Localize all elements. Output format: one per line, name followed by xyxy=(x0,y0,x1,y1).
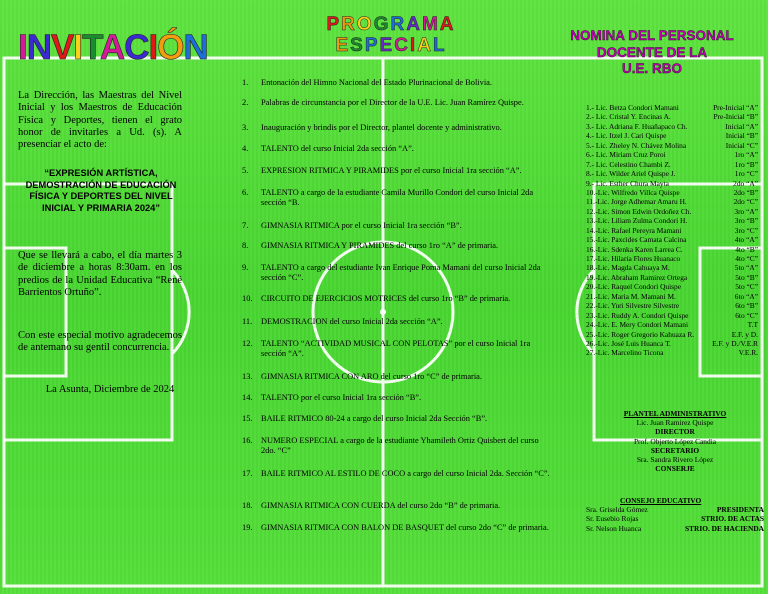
program-item-text: GIMNASIA RITMICA CON BALON DE BASQUET del curso 2do “C” de primaria. xyxy=(261,523,549,532)
staff-row xyxy=(586,141,762,150)
staff-row xyxy=(586,292,762,301)
staff-row xyxy=(586,245,762,254)
staff-level: 4to “A” xyxy=(734,235,758,245)
staff-title-line1: NOMINA DEL PERSONAL xyxy=(570,28,734,43)
program-item-number: 9. xyxy=(242,263,249,272)
council-list xyxy=(586,505,764,533)
program-item-text: TALENTO del curso Inicial 2da sección “A”. xyxy=(261,144,414,153)
staff-level: E.F. y D. xyxy=(731,329,758,339)
staff-row xyxy=(586,320,762,329)
staff-row xyxy=(586,160,762,169)
council-member-name: Sra. Griselda Gómez xyxy=(586,505,648,515)
staff-name: 14.-Lic. Rafael Pereyra Mamani xyxy=(586,225,682,235)
staff-row xyxy=(586,112,762,121)
staff-row xyxy=(586,330,762,339)
staff-level: E.F. y D./V.E.R xyxy=(712,338,758,348)
staff-name: 24.-Lic. E. Mery Condori Mamani xyxy=(586,320,689,330)
staff-level: 3ro “A” xyxy=(734,206,758,216)
invitation-intro: La Dirección, las Maestras del Nivel Inicial y los Maestros de Educación Física y Deportes, tienen el grato honor de invitarles a Ud. (s). A presenciar el acto de: xyxy=(18,90,182,151)
staff-level: 2do “A” xyxy=(733,178,758,188)
council-member-role: PRESIDENTA xyxy=(716,505,764,515)
staff-row xyxy=(586,226,762,235)
program-item-text: Inauguración y brindis por el Director, plantel docente y administrativo. xyxy=(261,123,502,132)
staff-row xyxy=(586,197,762,206)
staff-level: Inicial “C” xyxy=(725,140,758,150)
staff-name: 6.- Lic. Miriam Cruz Poroi xyxy=(586,150,666,160)
council-member-role: STRIO. DE ACTAS xyxy=(701,514,764,524)
program-item-number: 6. xyxy=(242,188,249,197)
council-section xyxy=(586,496,764,533)
program-title-line2: ESPECIAL xyxy=(335,35,447,56)
program-item-number: 5. xyxy=(242,166,249,175)
staff-title-line3: U.E. RBO xyxy=(621,61,682,76)
staff-level: 2do “C” xyxy=(733,197,758,207)
invitation-title: INVITACIÓN xyxy=(18,28,208,67)
program-item-text: DEMOSTRACION del curso Inicial 2da sección “A”. xyxy=(261,317,443,326)
staff-name: 13.-Lic. Liliam Zulma Condori H. xyxy=(586,216,688,226)
staff-name: 4.- Lic. Itzel J. Cari Quispe xyxy=(586,131,667,141)
council-member-name: Sr. Nelson Huanca xyxy=(586,523,642,533)
program-item-number: 18. xyxy=(242,501,253,510)
staff-row xyxy=(586,216,762,225)
staff-level: 3ro “B” xyxy=(734,216,758,226)
staff-row xyxy=(586,282,762,291)
program-title-line1: PROGRAMA xyxy=(326,14,456,35)
staff-name: 17.-Lic. Hilaria Flores Huanaco xyxy=(586,254,681,263)
admin-director-name: Lic. Juan Ramirez Quispe xyxy=(636,418,714,428)
program-item-number: 15. xyxy=(242,414,253,423)
admin-secretary-role: SECRETARIO xyxy=(650,445,700,455)
program-item-number: 8. xyxy=(242,241,249,250)
staff-level: V.E.R. xyxy=(738,348,758,358)
staff-name: 16.-Lic. Sdenka Karen Larrea C. xyxy=(586,244,683,254)
staff-row xyxy=(586,235,762,244)
staff-row xyxy=(586,207,762,216)
staff-name: 2.- Lic. Cristal Y. Encinas A. xyxy=(586,112,671,122)
staff-level: 5to “A” xyxy=(734,263,758,273)
program-item-number: 14. xyxy=(242,393,253,402)
staff-level: 3ro “C” xyxy=(734,225,758,235)
thanks-text: Con este especial motivo agradecemos de antemano su gentil concurrencia. xyxy=(18,330,182,354)
program-item-number: 2. xyxy=(242,98,249,107)
staff-level: 4to “C” xyxy=(735,254,758,263)
admin-director-role: DIRECTOR xyxy=(655,427,695,437)
program-item-number: 10. xyxy=(242,294,253,303)
program-item-text: GIMNASIA RITMICA CON ARO del curso 1ro “C” de primaria. xyxy=(261,372,482,381)
program-item-number: 3. xyxy=(242,123,249,132)
staff-name: 23.-Lic. Ruddy A. Condori Quispe xyxy=(586,310,689,320)
staff-name: 18.-Lic. Magda Cahuaya M. xyxy=(586,263,670,273)
program-item-number: 12. xyxy=(242,339,253,348)
staff-row xyxy=(586,301,762,310)
staff-level: Pre-Inicial “A” xyxy=(713,103,758,112)
staff-row xyxy=(586,179,762,188)
staff-row xyxy=(586,103,762,112)
staff-row xyxy=(586,188,762,197)
staff-level: 6to “C” xyxy=(735,310,758,320)
staff-list xyxy=(586,103,762,358)
admin-heading: PLANTEL ADMINISTRATIVO xyxy=(623,409,727,418)
admin-janitor-name: Sra. Sandra Rivero López xyxy=(636,455,714,465)
event-name: “EXPRESIÓN ARTÍSTICA, DEMOSTRACIÓN DE EDUCACIÓN FÍSICA Y DEPORTES DEL NIVEL INICIAL Y PRIMARIA 2024” xyxy=(25,168,177,213)
staff-row xyxy=(586,122,762,131)
council-member-name: Sr. Eusebio Rojas xyxy=(586,514,639,524)
staff-name: 5.- Lic. Zheley N. Chávez Molina xyxy=(586,140,687,150)
staff-name: 1.- Lic. Betza Condori Mamani xyxy=(586,103,679,112)
left-penalty-area xyxy=(4,184,172,440)
program-item-number: 17. xyxy=(242,469,253,478)
program-item-text: GIMNASIA RITMICA por el curso Inicial 1ra sección “B”. xyxy=(261,221,462,230)
council-row xyxy=(586,524,764,533)
staff-row xyxy=(586,273,762,282)
program-item-text: NUMERO ESPECIAL a cargo de la estudiante Yhamileth Ortiz Quisbert del curso 2do. “C” xyxy=(261,436,539,455)
staff-row xyxy=(586,254,762,263)
event-date-place: Que se llevará a cabo, el día martes 3 de diciembre a horas 8:30am. en los predios de la Unidad Educativa “René Barrientos Ortuño”. xyxy=(18,250,182,298)
program-item-text: TALENTO por el curso Inicial 1ra sección “B”. xyxy=(261,393,422,402)
program-item-number: 4. xyxy=(242,144,249,153)
staff-name: 15.-Lic. Paxcides Camata Calcina xyxy=(586,235,687,245)
council-row xyxy=(586,514,764,523)
staff-name: 27.-Lic. Marcelino Ticona xyxy=(586,348,664,358)
staff-level: T.T xyxy=(747,320,758,330)
staff-level: 4to “B” xyxy=(735,244,758,254)
admin-section xyxy=(590,409,760,473)
program-item-text: CIRCUITO DE EJERCICIOS MOTRICES del curso 1ro “B” de primaria. xyxy=(261,294,511,303)
staff-level: Inicial “B” xyxy=(725,131,758,141)
staff-name: 12.-Lic. Simon Edwin Ordoñez Ch. xyxy=(586,206,692,216)
staff-row xyxy=(586,311,762,320)
program-item-text: GIMNASIA RITMICA CON CUERDA del curso 2do “B” de primaria. xyxy=(261,501,501,510)
staff-level: 6to “A” xyxy=(734,291,758,301)
staff-row xyxy=(586,263,762,272)
staff-name: 26.-Lic. José Luis Huanca T. xyxy=(586,338,671,348)
staff-row xyxy=(586,348,762,357)
program-item-text: Palabras de circunstancia por el Director de la U.E. Lic. Juan Ramírez Quispe. xyxy=(261,98,524,107)
program-item-number: 13. xyxy=(242,372,253,381)
staff-level: 1ro “C” xyxy=(734,169,758,179)
staff-row xyxy=(586,169,762,178)
program-item-number: 16. xyxy=(242,436,253,445)
staff-row xyxy=(586,150,762,159)
council-member-role: STRIO. DE HACIENDA xyxy=(684,523,764,533)
program-item-number: 11. xyxy=(242,317,253,326)
staff-name: 25.-Lic. Roger Gregorio Kahuaza R. xyxy=(586,329,695,339)
staff-level: 5to “C” xyxy=(735,282,758,292)
staff-name: 3.- Lic. Adriana F. Huañapaco Ch. xyxy=(586,121,688,131)
staff-title xyxy=(540,28,764,78)
program-item-text: EXPRESION RITMICA Y PIRAMIDES por el curso Inicial 1ra sección “A”. xyxy=(261,166,522,175)
staff-level: 2do “B” xyxy=(733,187,758,197)
staff-name: 9.- Lic. Esther Chura Mayta xyxy=(586,178,669,188)
place-date: La Asunta, Diciembre de 2024 xyxy=(45,384,175,395)
program-item-text: BAILE RITMICO 80-24 a cargo del curso Inicial 2da Sección “B”. xyxy=(261,414,488,423)
staff-row xyxy=(586,131,762,140)
staff-name: 22.-Lic. Yuri Silvestre Silvestre xyxy=(586,301,680,311)
program-item-number: 7. xyxy=(242,221,249,230)
program-item-text: GIMNASIA RITMICA Y PIRAMIDES del curso 1ro “A” de primaria. xyxy=(261,241,499,250)
staff-name: 20.-Lic. Raquel Condori Quispe xyxy=(586,282,682,292)
admin-janitor-role: CONSERJE xyxy=(655,464,695,474)
program-item-text: BAILE RITMICO AL ESTILO DE COCO a cargo del curso Inicial 2da. Sección “C”. xyxy=(261,469,550,478)
staff-name: 11.-Lic. Jorge Adhemar Amaru H. xyxy=(586,197,687,207)
staff-title-line2: DOCENTE DE LA xyxy=(596,44,708,60)
staff-name: 19.-Lic. Abraham Ramirez Ortega xyxy=(586,272,688,282)
staff-name: 7.- Lic. Celestino Chambi Z. xyxy=(586,159,671,169)
staff-level: Inicial “A” xyxy=(725,121,758,131)
staff-level: Pre-Inicial “B” xyxy=(713,112,758,122)
staff-name: 21.-Lic. Maria M. Mamani M. xyxy=(586,291,676,301)
staff-level: 6to “B” xyxy=(735,301,758,311)
program-title xyxy=(296,14,486,56)
program-item-text: TALENTO a cargo de la estudiante Camila Murillo Condori del curso Inicial 2da sección “B. xyxy=(261,188,534,207)
staff-name: 8.- Lic. Wilder Ariel Quispe J. xyxy=(586,169,676,179)
staff-level: 5to “B” xyxy=(735,272,758,282)
program-item-number: 1. xyxy=(242,78,249,87)
staff-level: 1ro “A” xyxy=(734,150,758,160)
program-item-text: TALENTO “ACTIVIDAD MUSICAL CON PELOTAS” por el curso Inicial 1ra sección “A”. xyxy=(261,339,531,358)
council-row xyxy=(586,505,764,514)
council-heading: CONSEJO EDUCATIVO xyxy=(620,496,702,505)
staff-row xyxy=(586,339,762,348)
program-item-number: 19. xyxy=(242,523,253,532)
center-spot xyxy=(380,309,386,315)
staff-level: 1ro “B” xyxy=(734,159,758,169)
staff-name: 10.-Lic. Wilfredo Villca Quispe xyxy=(586,187,680,197)
program-item-text: TALENTO a cargo del estudiante Ivan Enrique Poma Mamani del curso Inicial 2da sección “C”. xyxy=(261,263,541,282)
admin-secretary-name: Prof. Objerto López Candia xyxy=(633,436,717,446)
program-item-text: Entonación del Himno Nacional del Estado Plurinacional de Bolivia. xyxy=(261,78,492,87)
